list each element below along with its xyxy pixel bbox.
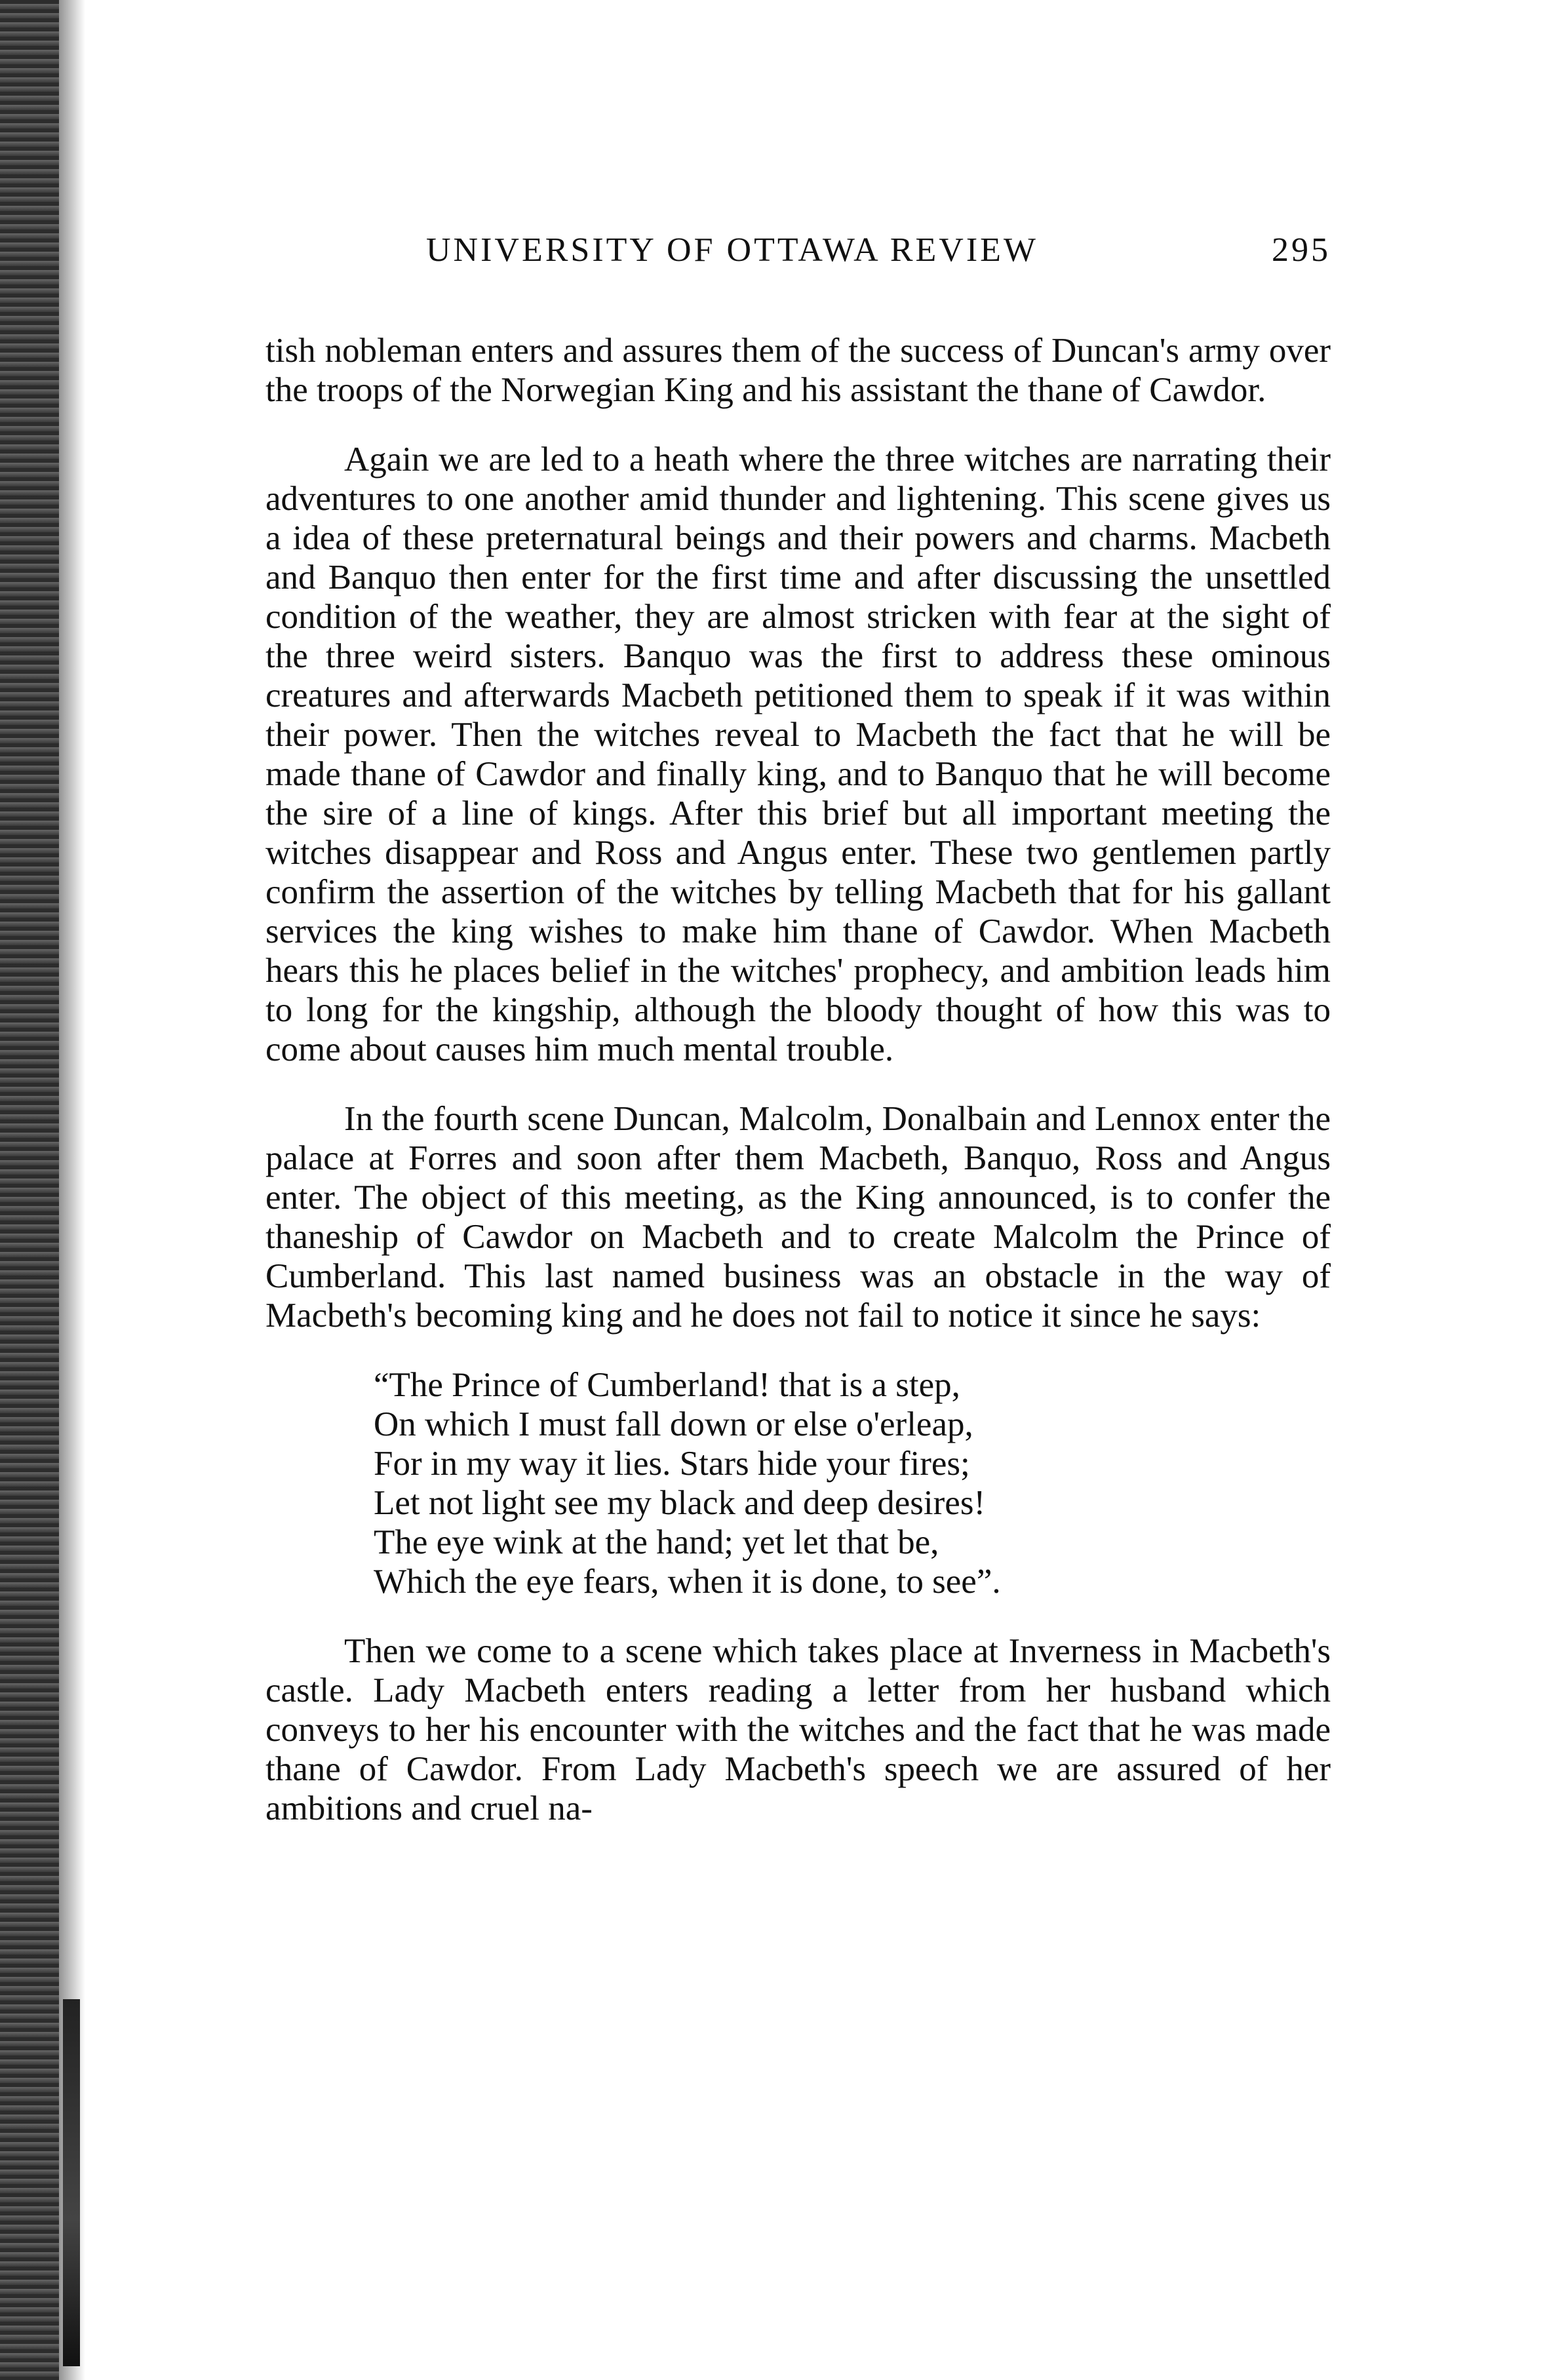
page-number: 295 bbox=[1272, 231, 1331, 269]
paragraph-continuation: tish nobleman enters and assures them of the success of Duncan's army over the troops of the Norwegian King and his assistant the thane of Cawdor. bbox=[265, 332, 1331, 409]
scan-binding-tail bbox=[63, 1999, 80, 2366]
page-body bbox=[265, 331, 1331, 1858]
paragraph-heath-scene: Again we are led to a heath where the three witches are narrating their adventures to one another amid thunder and lightening. This scene gives us a idea of these preternatural beings and their powers and charms. Macbeth and Banquo then enter for the first time and after discussing the unsettled condition of the weather, they are almost stricken with fear at the sight of the three weird sisters. Banquo was the first to address these ominous creatures and afterwards Macbeth petitioned them to speak if it was within their power. Then the witches reveal to Macbeth the fact that he will be made thane of Cawdor and finally king, and to Banquo that he will become the sire of a line of kings. After this brief but all important meeting the witches disappear and Ross and Angus enter. These two gentlemen partly confirm the assertion of the witches by telling Macbeth that for his gallant services the king wishes to make him thane of Cawdor. When Macbeth hears this he places belief in the witches' prophecy, and ambition leads him to long for the kingship, although the bloody thought of how this was to come about causes him much mental trouble. bbox=[265, 440, 1331, 1068]
paragraph-fourth-scene: In the fourth scene Duncan, Malcolm, Donalbain and Lennox enter the palace at Forres and soon after them Macbeth, Banquo, Ross and Angus enter. The object of this meeting, as the King announced, is to confer the thaneship of Cawdor on Macbeth and to create Malcolm the Prince of Cumberland. This last named business was an obstacle in the way of Macbeth's becoming king and he does not fail to notice it since he says: bbox=[265, 1100, 1331, 1335]
verse-line: For in my way it lies. Stars hide your fires; bbox=[374, 1445, 970, 1483]
running-head bbox=[426, 231, 1331, 277]
verse-line: Which the eye fears, when it is done, to see”. bbox=[374, 1563, 1001, 1601]
verse-line: On which I must fall down or else o'erleap, bbox=[374, 1405, 973, 1443]
running-head-title: UNIVERSITY OF OTTAWA REVIEW bbox=[426, 231, 1038, 269]
verse-line: The eye wink at the hand; yet let that be, bbox=[374, 1523, 939, 1561]
verse-line: “The Prince of Cumberland! that is a step, bbox=[374, 1366, 960, 1404]
scan-binding-edge bbox=[0, 0, 59, 2380]
paragraph-inverness-scene: Then we come to a scene which takes place at Inverness in Macbeth's castle. Lady Macbeth enters reading a letter from her husband which conveys to her his encounter with the witches and the fact that he was made thane of Cawdor. From Lady Macbeth's speech we are assured of her ambitions and cruel na- bbox=[265, 1632, 1331, 1827]
verse-quotation bbox=[265, 1365, 1331, 1601]
verse-line: Let not light see my black and deep desires! bbox=[374, 1484, 986, 1522]
